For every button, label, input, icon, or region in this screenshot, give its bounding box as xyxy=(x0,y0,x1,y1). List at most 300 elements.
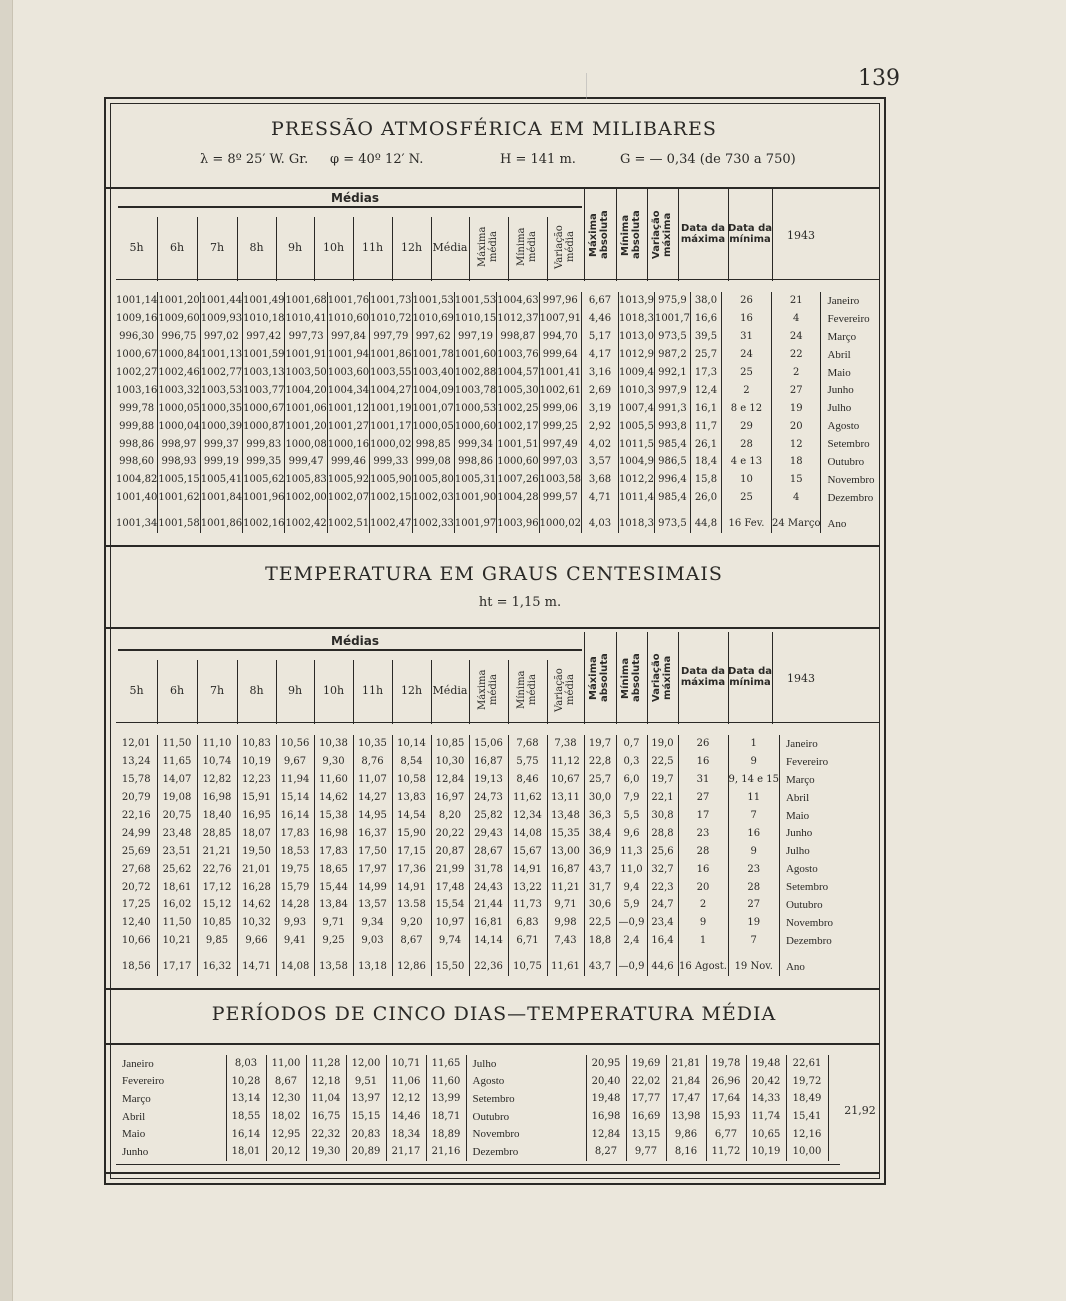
value-cell: 1007,91 xyxy=(539,310,581,328)
value-cell: 21,21 xyxy=(197,842,237,860)
value-cell: 1000,35 xyxy=(200,399,242,417)
month-row xyxy=(116,417,879,435)
period-value: 18,02 xyxy=(266,1108,306,1126)
value-cell: 13,48 xyxy=(547,807,584,825)
value-cell: 10,83 xyxy=(237,735,276,753)
value-cell: 1001,13 xyxy=(200,346,242,364)
value-cell: 1002,33 xyxy=(412,507,454,533)
period-value: 10,71 xyxy=(386,1055,426,1073)
column-divider xyxy=(547,217,548,281)
value-cell: 6,71 xyxy=(508,932,547,950)
value-cell: 14,07 xyxy=(157,771,197,789)
period-value: 11,60 xyxy=(426,1073,466,1091)
value-cell: 1001,68 xyxy=(285,292,327,310)
period-month-label: Abril xyxy=(116,1108,226,1126)
periods-top-rule xyxy=(106,1043,880,1045)
value-cell: 13,83 xyxy=(392,789,431,807)
value-cell: 19,0 xyxy=(647,735,678,753)
period-value: 17,64 xyxy=(706,1090,746,1108)
value-cell: 1001,97 xyxy=(454,507,496,533)
value-cell: 1002,27 xyxy=(116,364,158,382)
value-cell: 9 xyxy=(678,914,728,932)
value-cell: 28 xyxy=(678,842,728,860)
value-cell: 10,21 xyxy=(157,932,197,950)
period-value: 21,16 xyxy=(426,1143,466,1161)
hour-header: 10h xyxy=(322,241,345,254)
period-value: 19,78 xyxy=(706,1055,746,1073)
value-cell: 1001,73 xyxy=(370,292,412,310)
value-cell: 19 Nov. xyxy=(728,950,779,976)
period-month-label: Julho xyxy=(466,1055,586,1073)
value-cell: 1002,16 xyxy=(243,507,285,533)
period-value: 15,93 xyxy=(706,1108,746,1126)
value-cell: 13,24 xyxy=(116,753,157,771)
value-cell: 1002,00 xyxy=(285,489,327,507)
value-cell: 1000,67 xyxy=(243,399,285,417)
value-cell: 6,67 xyxy=(581,292,618,310)
value-cell: 1001,12 xyxy=(327,399,369,417)
period-month-label: Fevereiro xyxy=(116,1073,226,1091)
value-cell: 1001,60 xyxy=(454,346,496,364)
period-value: 17,77 xyxy=(626,1090,666,1108)
value-cell: 23,4 xyxy=(647,914,678,932)
value-cell: 1001,27 xyxy=(327,417,369,435)
value-cell: 1004,20 xyxy=(285,381,327,399)
value-cell: 1007,26 xyxy=(497,471,539,489)
value-cell: 20,75 xyxy=(157,807,197,825)
value-cell: 2,69 xyxy=(581,381,618,399)
value-cell: 1001,53 xyxy=(454,292,496,310)
value-cell: 7,38 xyxy=(547,735,584,753)
value-cell: 999,35 xyxy=(243,453,285,471)
value-cell: 16,81 xyxy=(469,914,508,932)
media-header: Média xyxy=(432,241,468,254)
value-cell: 997,49 xyxy=(539,435,581,453)
value-cell: 1018,3 xyxy=(618,507,654,533)
value-cell: 10,74 xyxy=(197,753,237,771)
value-cell: 16,1 xyxy=(690,399,721,417)
variacao-media-header: Variação média xyxy=(553,225,576,269)
value-cell: 27 xyxy=(728,896,779,914)
value-cell: 22,36 xyxy=(469,950,508,976)
value-cell: 4,46 xyxy=(581,310,618,328)
periods-annual-mean: 21,92 xyxy=(844,1104,876,1117)
value-cell: 11,61 xyxy=(547,950,584,976)
month-row xyxy=(116,381,879,399)
period-month-label: Março xyxy=(116,1090,226,1108)
value-cell: 1013,9 xyxy=(618,292,654,310)
value-cell: 19,7 xyxy=(647,771,678,789)
value-cell: 1007,4 xyxy=(618,399,654,417)
value-cell: 999,08 xyxy=(412,453,454,471)
value-cell: 18,40 xyxy=(197,807,237,825)
value-cell: 997,62 xyxy=(412,328,454,346)
value-cell: 24,99 xyxy=(116,824,157,842)
value-cell: 16,6 xyxy=(690,310,721,328)
value-cell: 16 Fev. xyxy=(721,507,771,533)
period-value: 11,06 xyxy=(386,1073,426,1091)
value-cell: 975,9 xyxy=(654,292,690,310)
value-cell: 25,82 xyxy=(469,807,508,825)
value-cell: 991,3 xyxy=(654,399,690,417)
value-cell: 998,93 xyxy=(158,453,200,471)
month-row xyxy=(116,878,837,896)
value-cell: —0,9 xyxy=(616,950,647,976)
column-divider xyxy=(647,632,648,724)
medias-brace xyxy=(118,206,582,208)
value-cell: 999,33 xyxy=(370,453,412,471)
value-cell: 17,48 xyxy=(431,878,469,896)
value-cell: 996,30 xyxy=(116,328,158,346)
value-cell: 16 xyxy=(728,824,779,842)
value-cell: 14,99 xyxy=(353,878,392,896)
data-minima-header: Data da mínima xyxy=(728,666,772,688)
value-cell: 16 xyxy=(678,753,728,771)
value-cell: 1002,46 xyxy=(158,364,200,382)
value-cell: 30,6 xyxy=(584,896,616,914)
period-value: 18,49 xyxy=(786,1090,828,1108)
period-value: 22,32 xyxy=(306,1125,346,1143)
value-cell: 1000,39 xyxy=(200,417,242,435)
value-cell: 11,62 xyxy=(508,789,547,807)
value-cell: 9,03 xyxy=(353,932,392,950)
value-cell: 12,23 xyxy=(237,771,276,789)
value-cell: 999,78 xyxy=(116,399,158,417)
value-cell: 1000,67 xyxy=(116,346,158,364)
gravity-param: G = — 0,34 (de 730 a 750) xyxy=(620,152,796,167)
value-cell: 21,44 xyxy=(469,896,508,914)
period-value: 22,02 xyxy=(626,1073,666,1091)
value-cell: 20,22 xyxy=(431,824,469,842)
value-cell: 1001,20 xyxy=(158,292,200,310)
month-label: Setembro xyxy=(827,438,870,451)
period-row xyxy=(116,1090,828,1108)
value-cell: 1003,76 xyxy=(497,346,539,364)
value-cell: 30,0 xyxy=(584,789,616,807)
periods-title: PERÍODOS DE CINCO DIAS—TEMPERATURA MÉDIA xyxy=(211,1003,777,1025)
maxima-media-header: Máxima média xyxy=(476,669,499,711)
month-label: Janeiro xyxy=(827,294,860,307)
year-header: 1943 xyxy=(787,672,815,685)
hour-header: 9h xyxy=(287,684,303,697)
value-cell: 4 xyxy=(771,310,821,328)
value-cell: 9,34 xyxy=(353,914,392,932)
value-cell: 10 xyxy=(721,471,771,489)
value-cell: 18,56 xyxy=(116,950,157,976)
temperature-title: TEMPERATURA EM GRAUS CENTESIMAIS xyxy=(265,563,723,585)
value-cell: 1003,60 xyxy=(327,364,369,382)
column-divider xyxy=(469,217,470,281)
month-label: Março xyxy=(785,773,815,786)
value-cell: 3,16 xyxy=(581,364,618,382)
period-value: 19,69 xyxy=(626,1055,666,1073)
value-cell: 11,12 xyxy=(547,753,584,771)
period-value: 11,65 xyxy=(426,1055,466,1073)
period-month-label: Janeiro xyxy=(116,1055,226,1073)
value-cell: 16,4 xyxy=(647,932,678,950)
value-cell: 994,70 xyxy=(539,328,581,346)
value-cell: 11,0 xyxy=(616,860,647,878)
value-cell: 19,75 xyxy=(276,860,314,878)
period-value: 22,61 xyxy=(786,1055,828,1073)
value-cell: 17,83 xyxy=(314,842,353,860)
period-month-label: Setembro xyxy=(466,1090,586,1108)
value-cell: 993,8 xyxy=(654,417,690,435)
value-cell: 17,12 xyxy=(197,878,237,896)
value-cell: 1000,84 xyxy=(158,346,200,364)
value-cell: 1004,34 xyxy=(327,381,369,399)
value-cell: 1012,9 xyxy=(618,346,654,364)
value-cell: 22,1 xyxy=(647,789,678,807)
value-cell: 1000,05 xyxy=(158,399,200,417)
value-cell: 25,62 xyxy=(157,860,197,878)
period-value: 20,40 xyxy=(586,1073,626,1091)
value-cell: 31,7 xyxy=(584,878,616,896)
value-cell: 985,4 xyxy=(654,435,690,453)
value-cell: 1010,69 xyxy=(412,310,454,328)
value-cell: 1009,93 xyxy=(200,310,242,328)
value-cell: 22,8 xyxy=(584,753,616,771)
month-row xyxy=(116,435,879,453)
month-label: Dezembro xyxy=(785,934,832,947)
month-row xyxy=(116,914,837,932)
value-cell: 11,65 xyxy=(157,753,197,771)
value-cell: 9 xyxy=(728,842,779,860)
period-row xyxy=(116,1055,828,1073)
value-cell: 10,85 xyxy=(197,914,237,932)
period-value: 10,00 xyxy=(786,1143,828,1161)
value-cell: 10,32 xyxy=(237,914,276,932)
value-cell: 1001,86 xyxy=(200,507,242,533)
value-cell: 28,67 xyxy=(469,842,508,860)
value-cell: 1001,20 xyxy=(285,417,327,435)
value-cell: 1001,86 xyxy=(370,346,412,364)
temperature-top-rule xyxy=(106,627,880,629)
value-cell: 15,91 xyxy=(237,789,276,807)
value-cell: 17,97 xyxy=(353,860,392,878)
value-cell: 1003,53 xyxy=(200,381,242,399)
value-cell: 8 e 12 xyxy=(721,399,771,417)
value-cell: 1002,07 xyxy=(327,489,369,507)
value-cell: 8,76 xyxy=(353,753,392,771)
month-row xyxy=(116,310,879,328)
month-row xyxy=(116,789,837,807)
month-label: Dezembro xyxy=(827,491,874,504)
value-cell: 13,00 xyxy=(547,842,584,860)
period-month-label: Maio xyxy=(116,1125,226,1143)
period-value: 8,27 xyxy=(586,1143,626,1161)
temperature-subtitle: ht = 1,15 m. xyxy=(478,595,562,610)
value-cell: 17,36 xyxy=(392,860,431,878)
value-cell: 1001,59 xyxy=(243,346,285,364)
period-value: 18,01 xyxy=(226,1143,266,1161)
month-label: Fevereiro xyxy=(827,312,870,325)
month-row xyxy=(116,824,837,842)
maxima-absoluta-header: Máxima absoluta xyxy=(588,210,610,260)
period-value: 19,48 xyxy=(586,1090,626,1108)
value-cell: 1004,82 xyxy=(116,471,158,489)
value-cell: 3,57 xyxy=(581,453,618,471)
value-cell: 18,61 xyxy=(157,878,197,896)
value-cell: 36,3 xyxy=(584,807,616,825)
minima-absoluta-header: Mínima absoluta xyxy=(619,210,642,260)
value-cell: 8,67 xyxy=(392,932,431,950)
month-row xyxy=(116,860,837,878)
value-cell: 24 Março xyxy=(771,507,821,533)
period-value: 9,51 xyxy=(346,1073,386,1091)
variacao-media-header: Variação média xyxy=(553,668,576,712)
value-cell: 29 xyxy=(721,417,771,435)
value-cell: 997,19 xyxy=(454,328,496,346)
month-label: Julho xyxy=(785,845,810,858)
value-cell: 15 xyxy=(771,471,821,489)
value-cell: 1001,7 xyxy=(654,310,690,328)
period-value: 10,19 xyxy=(746,1143,786,1161)
hour-header: 10h xyxy=(322,684,345,697)
value-cell: 1003,96 xyxy=(497,507,539,533)
value-cell: 23 xyxy=(678,824,728,842)
value-cell: 1003,32 xyxy=(158,381,200,399)
period-row xyxy=(116,1108,828,1126)
value-cell: 9,6 xyxy=(616,824,647,842)
value-cell: 10,38 xyxy=(314,735,353,753)
month-row xyxy=(116,346,879,364)
month-row xyxy=(116,771,837,789)
value-cell: 999,47 xyxy=(285,453,327,471)
pressure-title: PRESSÃO ATMOSFÉRICA EM MILIBARES xyxy=(271,118,717,140)
value-cell: 27 xyxy=(678,789,728,807)
month-label: Fevereiro xyxy=(785,755,829,768)
value-cell: 1003,78 xyxy=(454,381,496,399)
hour-header: 5h xyxy=(129,241,144,254)
value-cell: 999,64 xyxy=(539,346,581,364)
value-cell: 1001,07 xyxy=(412,399,454,417)
value-cell: 9,74 xyxy=(431,932,469,950)
value-cell: 18,07 xyxy=(237,824,276,842)
period-value: 12,30 xyxy=(266,1090,306,1108)
value-cell: 997,9 xyxy=(654,381,690,399)
value-cell: 1003,40 xyxy=(412,364,454,382)
value-cell: 7,43 xyxy=(547,932,584,950)
period-value: 19,30 xyxy=(306,1143,346,1161)
month-label: Ano xyxy=(827,517,847,530)
value-cell: 15,14 xyxy=(276,789,314,807)
value-cell: 20,79 xyxy=(116,789,157,807)
annual-row xyxy=(116,507,879,533)
value-cell: 15,06 xyxy=(469,735,508,753)
value-cell: 1003,55 xyxy=(370,364,412,382)
month-label: Julho xyxy=(827,402,852,415)
value-cell: 13,57 xyxy=(353,896,392,914)
value-cell: 17,25 xyxy=(116,896,157,914)
value-cell: 19,13 xyxy=(469,771,508,789)
hour-header: 7h xyxy=(209,684,225,697)
value-cell: 1012,2 xyxy=(618,471,654,489)
medias-label: Médias xyxy=(331,634,380,648)
value-cell: 16,87 xyxy=(547,860,584,878)
media-header: Média xyxy=(432,684,468,697)
value-cell: 21,01 xyxy=(237,860,276,878)
data-maxima-header: Data da máxima xyxy=(680,666,726,688)
value-cell: 19,7 xyxy=(584,735,616,753)
value-cell: 1002,88 xyxy=(454,364,496,382)
value-cell: 16,98 xyxy=(197,789,237,807)
value-cell: 1010,15 xyxy=(454,310,496,328)
value-cell: 999,46 xyxy=(327,453,369,471)
value-cell: 1001,94 xyxy=(327,346,369,364)
period-value: 20,12 xyxy=(266,1143,306,1161)
period-value: 13,98 xyxy=(666,1108,706,1126)
period-value: 18,55 xyxy=(226,1108,266,1126)
value-cell: 15,38 xyxy=(314,807,353,825)
period-month-label: Dezembro xyxy=(466,1143,586,1161)
value-cell: 5,17 xyxy=(581,328,618,346)
value-cell: 20,87 xyxy=(431,842,469,860)
month-row xyxy=(116,807,837,825)
minima-media-header: Mínima média xyxy=(515,670,538,710)
value-cell: 24,43 xyxy=(469,878,508,896)
value-cell: 1001,14 xyxy=(116,292,158,310)
period-value: 15,15 xyxy=(346,1108,386,1126)
value-cell: 1004,63 xyxy=(497,292,539,310)
value-cell: 11,10 xyxy=(197,735,237,753)
month-label: Junho xyxy=(827,384,854,397)
value-cell: 1004,09 xyxy=(412,381,454,399)
period-value: 13,14 xyxy=(226,1090,266,1108)
value-cell: 10,85 xyxy=(431,735,469,753)
minima-media-header: Mínima média xyxy=(515,227,538,267)
value-cell: 3,68 xyxy=(581,471,618,489)
value-cell: 16,14 xyxy=(276,807,314,825)
value-cell: 1001,76 xyxy=(327,292,369,310)
month-label: Março xyxy=(827,330,857,343)
value-cell: 27 xyxy=(771,381,821,399)
value-cell: 9,71 xyxy=(547,896,584,914)
value-cell: 1001,51 xyxy=(497,435,539,453)
value-cell: 1011,4 xyxy=(618,489,654,507)
value-cell: 1000,05 xyxy=(412,417,454,435)
value-cell: 12 xyxy=(771,435,821,453)
value-cell: 1001,90 xyxy=(454,489,496,507)
value-cell: 992,1 xyxy=(654,364,690,382)
value-cell: 43,7 xyxy=(584,950,616,976)
period-value: 19,48 xyxy=(746,1055,786,1073)
hour-header: 6h xyxy=(169,684,185,697)
value-cell: 31,78 xyxy=(469,860,508,878)
value-cell: 10,97 xyxy=(431,914,469,932)
value-cell: 18,4 xyxy=(690,453,721,471)
value-cell: 1002,61 xyxy=(539,381,581,399)
value-cell: 38,4 xyxy=(584,824,616,842)
value-cell: 1005,80 xyxy=(412,471,454,489)
value-cell: 16,87 xyxy=(469,753,508,771)
value-cell: 2 xyxy=(678,896,728,914)
value-cell: 22,16 xyxy=(116,807,157,825)
column-divider xyxy=(647,189,648,281)
value-cell: 7 xyxy=(728,807,779,825)
pressure-table xyxy=(116,292,879,533)
month-label: Janeiro xyxy=(785,737,818,750)
value-cell: 8,46 xyxy=(508,771,547,789)
period-value: 20,83 xyxy=(346,1125,386,1143)
variacao-maxima-header: Variação máxima xyxy=(650,653,673,703)
value-cell: 38,0 xyxy=(690,292,721,310)
page-edge xyxy=(0,0,13,1301)
value-cell: 9,25 xyxy=(314,932,353,950)
value-cell: 14,91 xyxy=(392,878,431,896)
period-value: 9,77 xyxy=(626,1143,666,1161)
value-cell: 15,79 xyxy=(276,878,314,896)
